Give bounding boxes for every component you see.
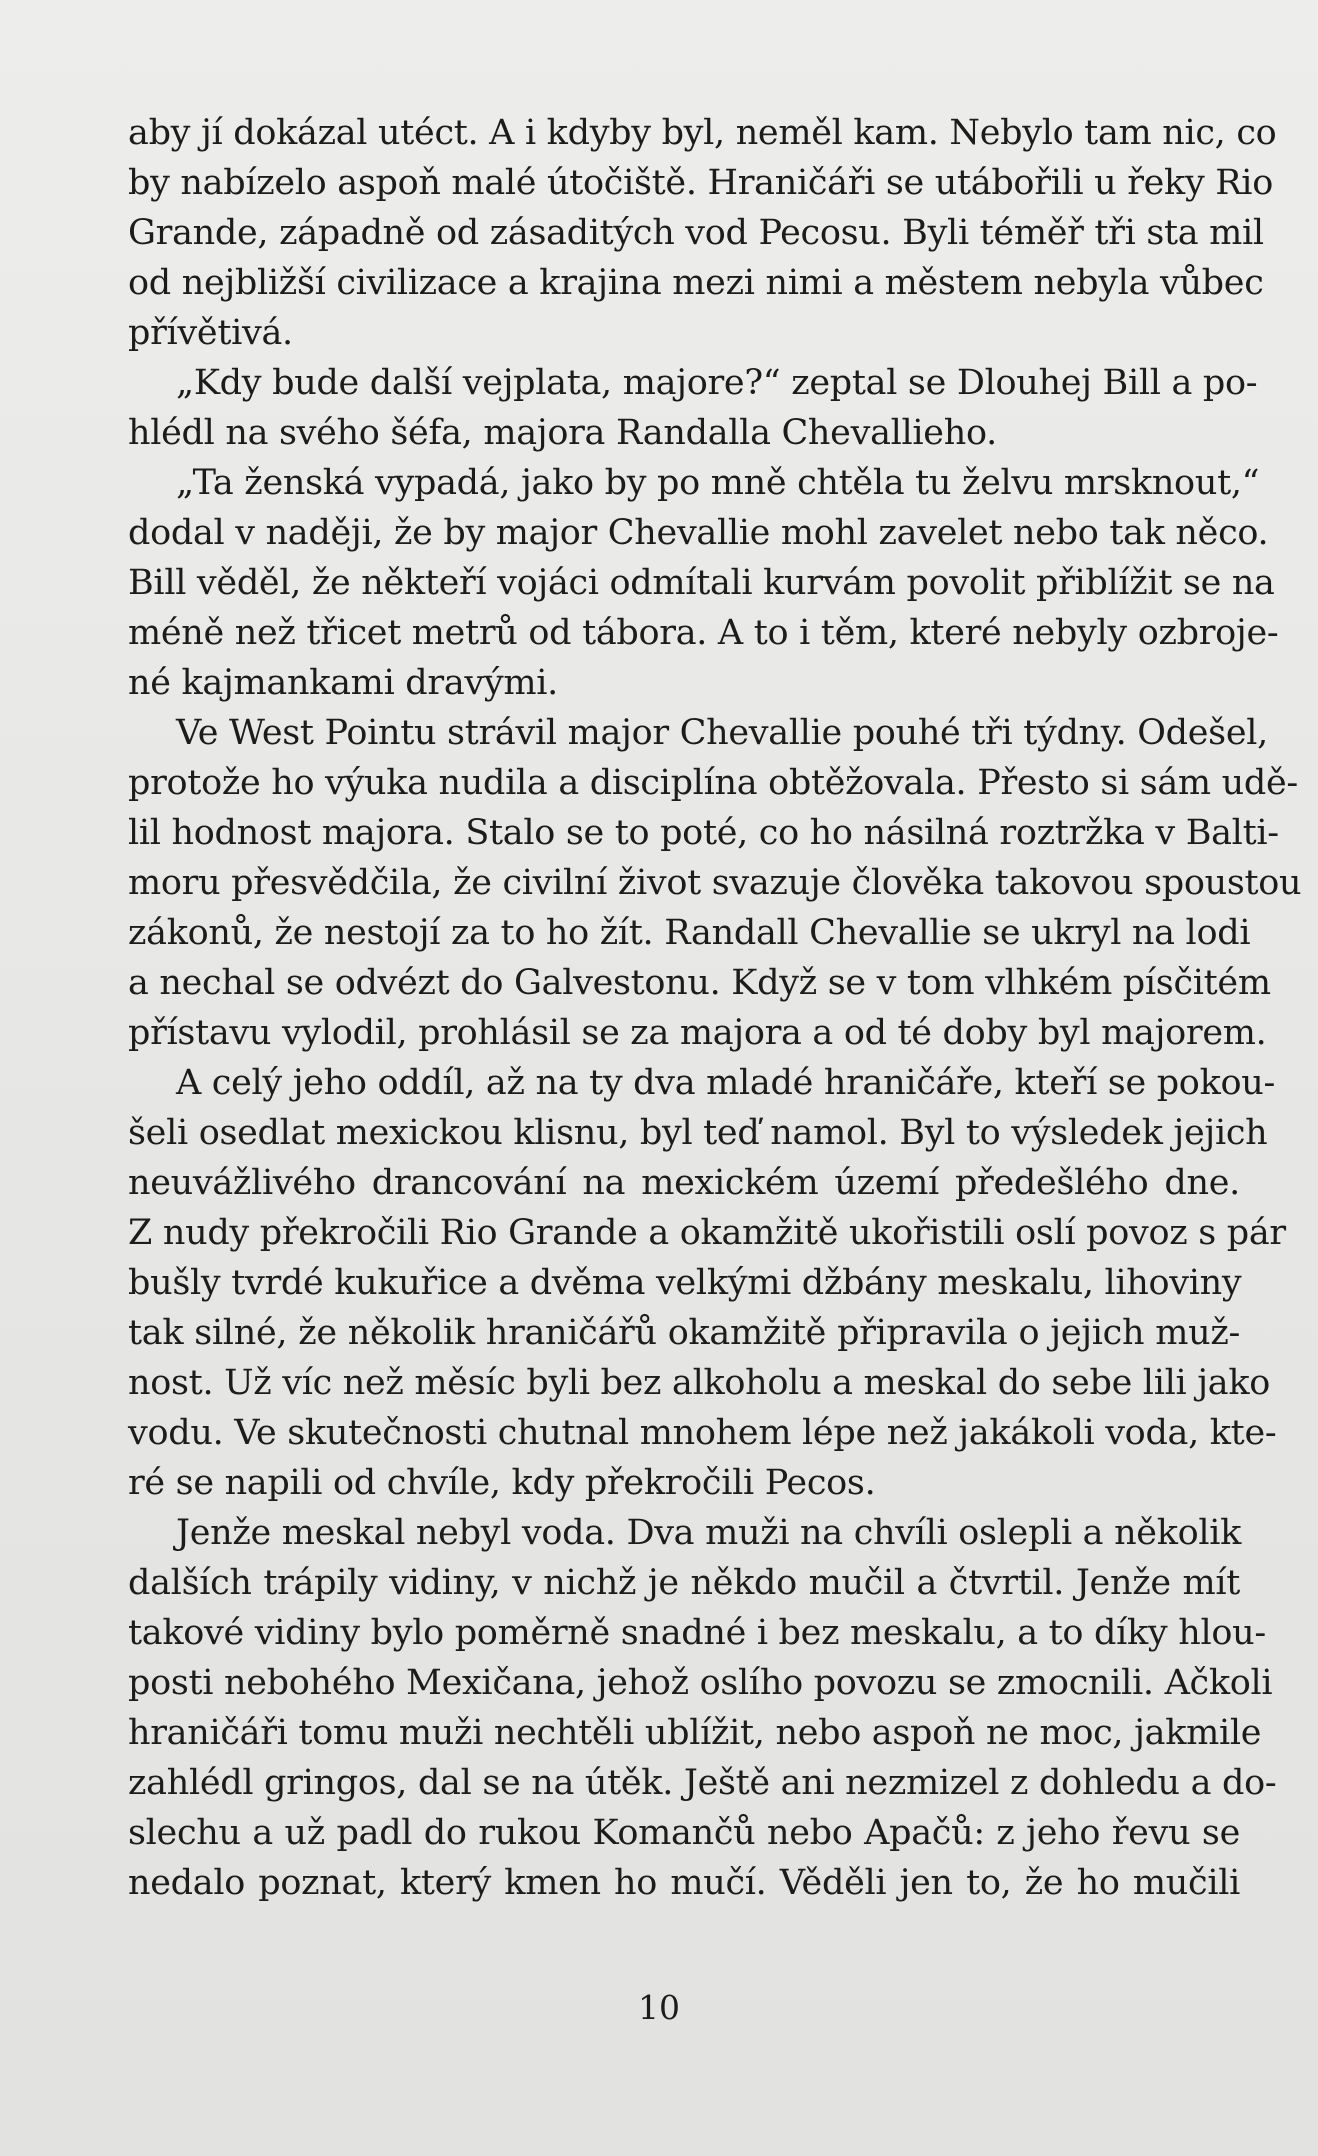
text-line: takové vidiny bylo poměrně snadné i bez meskalu, a to díky hlou- (128, 1613, 1266, 1653)
text-line: méně než třicet metrů od tábora. A to i těm, které nebyly ozbroje- (128, 613, 1279, 653)
text-line: moru přesvědčila, že civilní život svazuje člověka takovou spoustou (128, 863, 1302, 903)
text-line: protože ho výuka nudila a disciplína obtěžovala. Přesto si sám udě- (128, 763, 1298, 803)
text-line: ré se napili od chvíle, kdy překročili Pecos. (128, 1463, 876, 1503)
text-line: zákonů, že nestojí za to ho žít. Randall Chevallie se ukryl na lodi (128, 913, 1251, 953)
text-line: Z nudy překročili Rio Grande a okamžitě ukořistili oslí povoz s pár (128, 1213, 1286, 1253)
text-line: hraničáři tomu muži nechtěli ublížit, nebo aspoň ne moc, jakmile (128, 1713, 1262, 1753)
page-number: 10 (638, 1988, 680, 2027)
text-line: lil hodnost majora. Stalo se to poté, co ho násilná roztržka v Balti- (128, 813, 1279, 853)
text-line: „Ta ženská vypadá, jako by po mně chtěla tu želvu mrsknout,“ (176, 463, 1260, 503)
text-line: Grande, západně od zásaditých vod Pecosu. Byli téměř tři sta mil (128, 213, 1264, 253)
text-line: „Kdy bude další vejplata, majore?“ zeptal se Dlouhej Bill a po- (176, 363, 1258, 403)
text-line: aby jí dokázal utéct. A i kdyby byl, neměl kam. Nebylo tam nic, co (128, 113, 1277, 153)
text-line: Bill věděl, že někteří vojáci odmítali kurvám povolit přiblížit se na (128, 563, 1275, 603)
text-line: a nechal se odvézt do Galvestonu. Když se v tom vlhkém písčitém (128, 963, 1271, 1003)
text-line: né kajmankami dravými. (128, 663, 558, 703)
body-text (128, 108, 1302, 1908)
text-line: tak silné, že několik hraničářů okamžitě připravila o jejich muž- (128, 1313, 1240, 1353)
text-line: A celý jeho oddíl, až na ty dva mladé hraničáře, kteří se pokou- (176, 1063, 1276, 1103)
text-line: by nabízelo aspoň malé útočiště. Hraničáři se utábořili u řeky Rio (128, 163, 1273, 203)
text-line: zahlédl gringos, dal se na útěk. Ještě ani nezmizel z dohledu a do- (128, 1763, 1277, 1803)
text-line: dalších trápily vidiny, v nichž je někdo mučil a čtvrtil. Jenže mít (128, 1563, 1240, 1603)
text-line: přístavu vylodil, prohlásil se za majora a od té doby byl majorem. (128, 1013, 1267, 1053)
text-line: nost. Už víc než měsíc byli bez alkoholu a meskal do sebe lili jako (128, 1363, 1271, 1403)
text-line: vodu. Ve skutečnosti chutnal mnohem lépe než jakákoli voda, kte- (128, 1413, 1277, 1453)
text-line: hlédl na svého šéfa, majora Randalla Chevallieho. (128, 413, 997, 453)
text-line: posti nebohého Mexičana, jehož oslího povozu se zmocnili. Ačkoli (128, 1663, 1273, 1703)
text-line: Ve West Pointu strávil major Chevallie pouhé tři týdny. Odešel, (176, 713, 1268, 753)
text-line: bušly tvrdé kukuřice a dvěma velkými džbány meskalu, lihoviny (128, 1263, 1242, 1303)
text-line: Jenže meskal nebyl voda. Dva muži na chvíli oslepli a několik (176, 1513, 1242, 1553)
text-line: dodal v naději, že by major Chevallie mohl zavelet nebo tak něco. (128, 513, 1269, 553)
text-line: slechu a už padl do rukou Komančů nebo Apačů: z jeho řevu se (128, 1813, 1240, 1853)
text-line: nedalo poznat, který kmen ho mučí. Věděli jen to, že ho mučili (128, 1863, 1240, 1903)
text-line: šeli osedlat mexickou klisnu, byl teď namol. Byl to výsledek jejich (128, 1113, 1268, 1153)
text-line: od nejbližší civilizace a krajina mezi nimi a městem nebyla vůbec (128, 263, 1264, 303)
text-line: přívětivá. (128, 313, 293, 353)
text-line: neuvážlivého drancování na mexickém území předešlého dne. (128, 1163, 1240, 1203)
